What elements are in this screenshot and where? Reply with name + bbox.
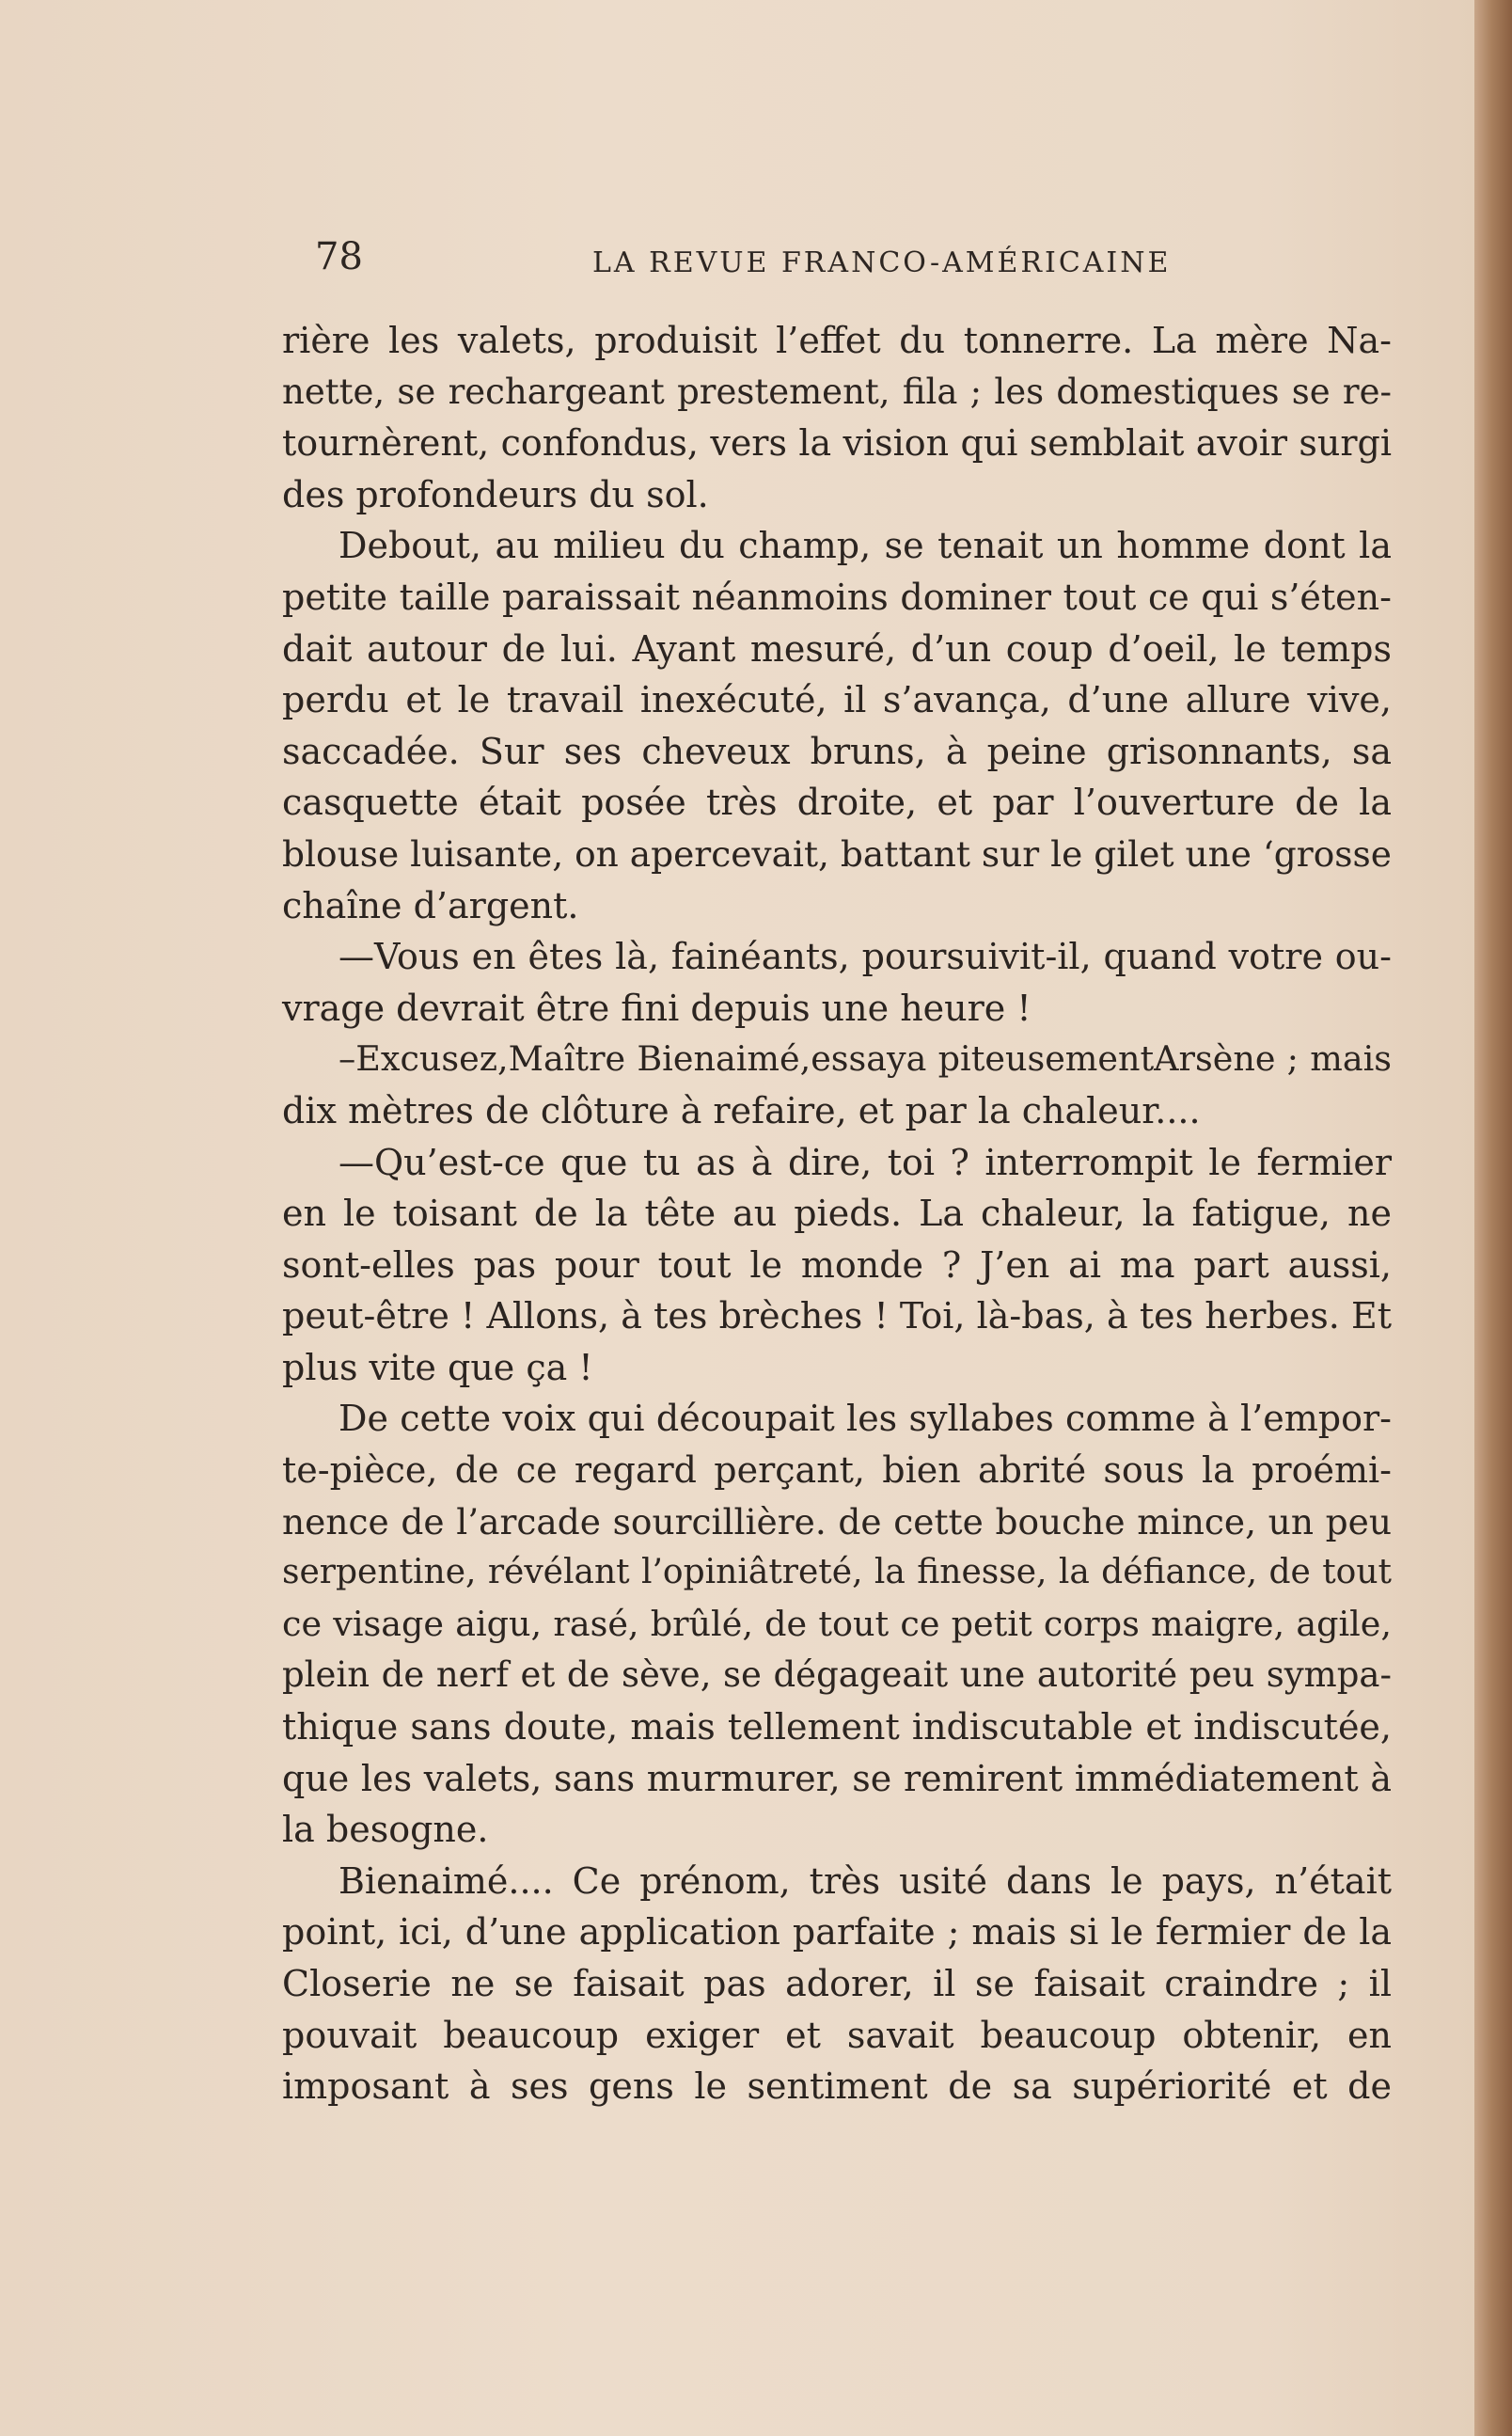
text-line: sont-elles pas pour tout le monde ? J’en ai ma part aussi, xyxy=(282,1243,1392,1286)
text-line: petite taille paraissait néanmoins dominer tout ce qui s’éten- xyxy=(282,576,1392,618)
text-line: thique sans doute, mais tellement indiscutable et indiscutée, xyxy=(282,1706,1392,1748)
text-line: –Excusez,Maître Bienaimé,essaya piteusementArsène ; mais xyxy=(339,1038,1392,1080)
text-line: dait autour de lui. Ayant mesuré, d’un coup d’oeil, le temps xyxy=(282,627,1392,670)
text-line: nence de l’arcade sourcillière. de cette bouche mince, un peu xyxy=(282,1500,1392,1542)
text-line: rière les valets, produisit l’effet du tonnerre. La mère Na- xyxy=(282,320,1392,361)
text-line: —Vous en êtes là, fainéants, poursuivit-il, quand votre ou- xyxy=(339,936,1392,978)
text-line: pouvait beaucoup exiger et savait beaucoup obtenir, en xyxy=(282,2014,1392,2056)
text-line: la besogne. xyxy=(282,1809,489,1851)
text-line: Debout, au milieu du champ, se tenait un homme dont la xyxy=(339,525,1392,567)
text-line: perdu et le travail inexécuté, il s’avança, d’une allure vive, xyxy=(282,679,1392,721)
text-line: imposant à ses gens le sentiment de sa supériorité et de xyxy=(282,2065,1392,2108)
page-number: 78 xyxy=(315,235,363,278)
text-line: Bienaimé.... Ce prénom, très usité dans le pays, n’était xyxy=(339,1859,1392,1902)
text-line: en le toisant de la tête au pieds. La chaleur, la fatigue, ne xyxy=(282,1193,1392,1235)
text-line: chaîne d’argent. xyxy=(282,884,579,926)
text-line: ce visage aigu, rasé, brûlé, de tout ce petit corps maigre, agile, xyxy=(282,1603,1392,1644)
text-line: nette, se rechargeant prestement, fila ; les domestiques se re- xyxy=(282,371,1392,412)
page-edge xyxy=(1474,0,1512,2436)
text-line: peut-être ! Allons, à tes brèches ! Toi, là-bas, à tes herbes. Et xyxy=(282,1295,1392,1337)
page-header xyxy=(315,235,1265,292)
text-line: plein de nerf et de sève, se dégageait une autorité peu sympa- xyxy=(282,1654,1392,1696)
text-line: plus vite que ça ! xyxy=(282,1346,593,1388)
text-line: te-pièce, de ce regard perçant, bien abrité sous la proémi- xyxy=(282,1449,1392,1492)
running-title: LA REVUE FRANCO-AMÉRICAINE xyxy=(592,246,1172,279)
text-line: point, ici, d’une application parfaite ; mais si le fermier de la xyxy=(282,1911,1392,1954)
body-text xyxy=(282,315,1392,2112)
text-line: —Qu’est-ce que tu as à dire, toi ? interrompit le fermier xyxy=(339,1141,1392,1183)
text-line: serpentine, révélant l’opiniâtreté, la finesse, la défiance, de tout xyxy=(282,1553,1392,1592)
text-line: saccadée. Sur ses cheveux bruns, à peine grisonnants, sa xyxy=(282,730,1392,772)
text-line: que les valets, sans murmurer, se remirent immédiatement à xyxy=(282,1757,1392,1799)
text-line: casquette était posée très droite, et par l’ouverture de la xyxy=(282,782,1392,824)
text-line: des profondeurs du sol. xyxy=(282,473,709,515)
text-line: blouse luisante, on apercevait, battant sur le gilet une ‘grosse xyxy=(282,832,1392,875)
text-line: tournèrent, confondus, vers la vision qui semblait avoir surgi xyxy=(282,422,1392,465)
text-line: Closerie ne se faisait pas adorer, il se faisait craindre ; il xyxy=(282,1963,1392,2004)
text-line: dix mètres de clôture à refaire, et par la chaleur.... xyxy=(282,1089,1201,1131)
text-line: vrage devrait être fini depuis une heure ! xyxy=(282,987,1032,1029)
text-line: De cette voix qui découpait les syllabes comme à l’empor- xyxy=(339,1398,1392,1440)
